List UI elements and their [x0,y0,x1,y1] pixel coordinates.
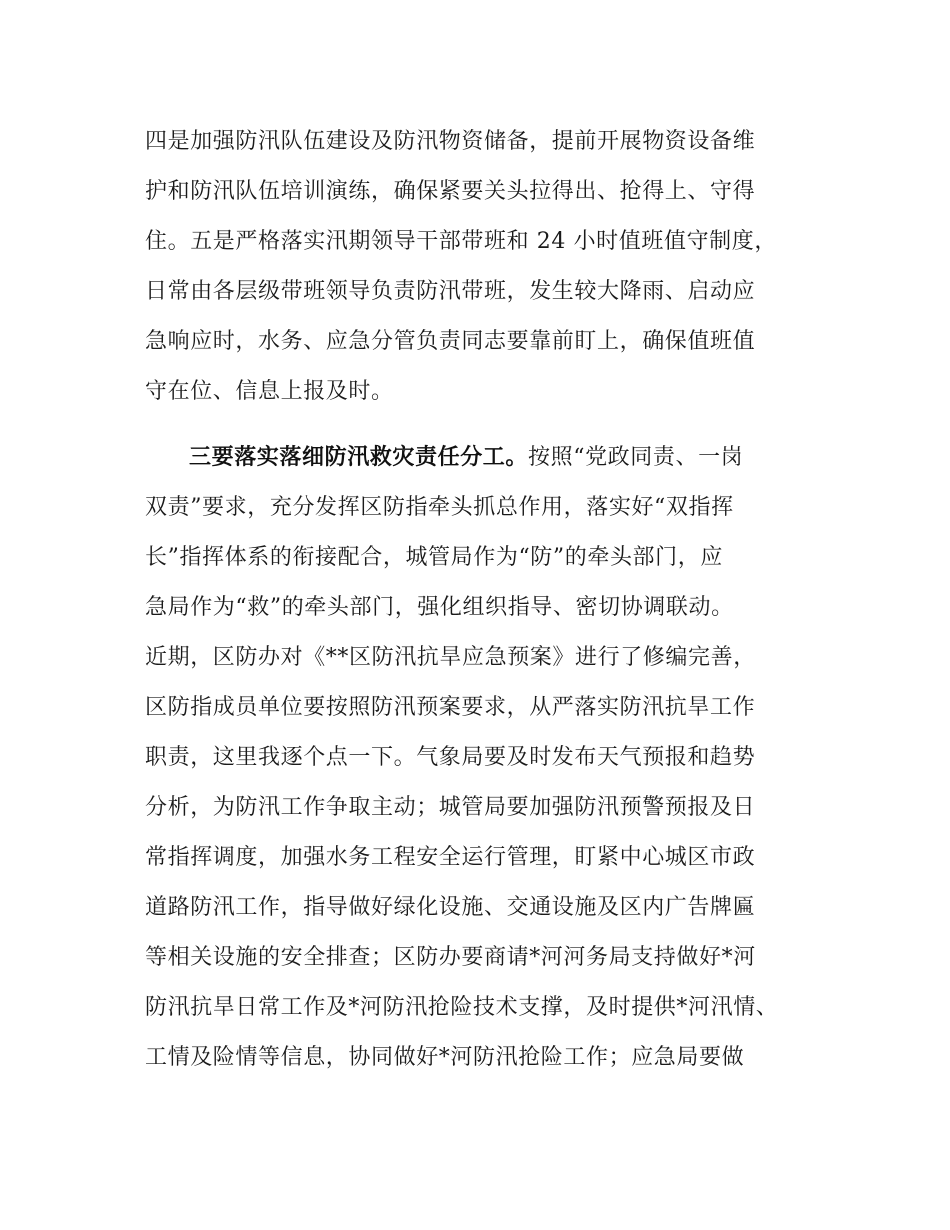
text-line: 双责”要求，充分发挥区防指牵头抓总作用，落实好“双指挥 [145,495,734,520]
text-line: 急响应时，水务、应急分管负责同志要靠前盯上，确保值班值 [145,329,756,354]
text-line: 日常由各层级带班领导负责防汛带班，发生较大降雨、启动应 [145,279,756,304]
text-line: 职责，这里我逐个点一下。气象局要及时发布天气预报和趋势 [145,745,756,770]
text-line: 守在位、信息上报及时。 [145,379,394,404]
paragraph-lead-heading: 三要落实落细防汛救灾责任分工。 [189,445,529,470]
text-line: 常指挥调度，加强水务工程安全运行管理，盯紧中心城区市政 [145,845,756,870]
text-line: 道路防汛工作，指导做好绿化设施、交通设施及区内广告牌匾 [145,895,756,920]
paragraph-first-line [189,443,743,473]
text-line: 护和防汛队伍培训演练，确保紧要关头拉得出、抢得上、守得 [145,179,756,204]
text-line: 长”指挥体系的衔接配合，城管局作为“防”的牵头部门，应 [145,545,723,570]
text-line: 等相关设施的安全排查；区防办要商请*河河务局支持做好*河 [145,945,756,970]
text-line: 近期，区防办对《**区防汛抗旱应急预案》进行了修编完善， [145,645,756,670]
text-line: 四是加强防汛队伍建设及防汛物资储备，提前开展物资设备维 [145,129,756,154]
text-line: 分析，为防汛工作争取主动；城管局要加强防汛预警预报及日 [145,795,756,820]
text-span: 按照“党政同责、一岗 [528,445,744,470]
text-line: 防汛抗旱日常工作及*河防汛抢险技术支撑，及时提供*河汛情、 [145,995,779,1020]
text-line: 工情及险情等信息，协同做好*河防汛抢险工作；应急局要做 [145,1045,745,1070]
text-line: 住。五是严格落实汛期领导干部带班和 24 小时值班值守制度， [145,229,777,254]
text-line: 急局作为“救”的牵头部门，强化组织指导、密切协调联动。 [145,595,734,620]
text-line: 区防指成员单位要按照防汛预案要求，从严落实防汛抗旱工作 [145,695,756,720]
